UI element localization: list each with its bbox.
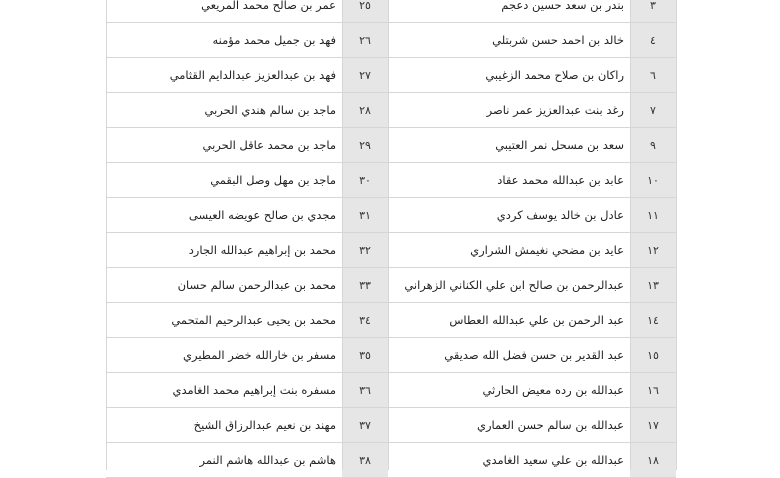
right-number-cell: ٣ (630, 0, 676, 23)
column-divider (106, 0, 107, 470)
left-name-cell: عمر بن صالح محمد المريعي (106, 0, 342, 23)
column-divider (388, 0, 389, 470)
right-name-cell: راكان بن صلاح محمد الزغيبي (388, 58, 630, 93)
left-number-cell: ٣٨ (342, 443, 388, 478)
left-number-cell: ٣٣ (342, 268, 388, 303)
left-name-cell: فهد بن عبدالعزيز عبدالدايم القثامي (106, 58, 342, 93)
right-number-cell: ١٢ (630, 233, 676, 268)
column-divider (676, 0, 677, 470)
left-number-cell: ٣٤ (342, 303, 388, 338)
left-number-cell: ٣٦ (342, 373, 388, 408)
right-number-cell: ٩ (630, 128, 676, 163)
right-number-cell: ١٣ (630, 268, 676, 303)
column-divider (630, 0, 631, 470)
left-name-cell: ماجد بن سالم هندي الحربي (106, 93, 342, 128)
left-number-cell: ٣٧ (342, 408, 388, 443)
column-divider (342, 0, 343, 470)
left-name-cell: محمد بن يحيى عبدالرحيم المتحمي (106, 303, 342, 338)
right-name-cell: عادل بن خالد يوسف كردي (388, 198, 630, 233)
left-number-cell: ٢٥ (342, 0, 388, 23)
right-number-cell: ١٠ (630, 163, 676, 198)
right-number-cell: ١١ (630, 198, 676, 233)
left-number-cell: ٣٢ (342, 233, 388, 268)
left-name-cell: ماجد بن مهل وصل البقمي (106, 163, 342, 198)
right-name-cell: سعد بن مسحل نمر العتيبي (388, 128, 630, 163)
right-name-cell: عبد الرحمن بن علي عبدالله العطاس (388, 303, 630, 338)
left-name-cell: مسفره بنت إبراهيم محمد الغامدي (106, 373, 342, 408)
right-number-cell: ١٤ (630, 303, 676, 338)
left-name-cell: فهد بن جميل محمد مؤمنه (106, 23, 342, 58)
left-number-cell: ٣٥ (342, 338, 388, 373)
right-number-cell: ٤ (630, 23, 676, 58)
right-number-cell: ٧ (630, 93, 676, 128)
left-number-cell: ٢٩ (342, 128, 388, 163)
right-name-cell: عايد بن مضحي نغيمش الشراري (388, 233, 630, 268)
left-name-cell: مجدي بن صالح عويضه العيسى (106, 198, 342, 233)
left-name-cell: محمد بن عبدالرحمن سالم حسان (106, 268, 342, 303)
right-name-cell: عبدالرحمن بن صالح ابن علي الكناني الزهراني (388, 268, 630, 303)
right-name-cell: خالد بن احمد حسن شربتلي (388, 23, 630, 58)
left-number-cell: ٢٦ (342, 23, 388, 58)
left-name-cell: هاشم بن عبدالله هاشم النمر (106, 443, 342, 478)
right-number-cell: ٦ (630, 58, 676, 93)
left-name-cell: محمد بن إبراهيم عبدالله الجارد (106, 233, 342, 268)
right-number-cell: ١٦ (630, 373, 676, 408)
right-number-cell: ١٨ (630, 443, 676, 478)
right-name-cell: عبدالله بن رده معيض الحارثي (388, 373, 630, 408)
right-name-cell: عبد القدير بن حسن فضل الله صديقي (388, 338, 630, 373)
left-number-cell: ٣٠ (342, 163, 388, 198)
right-name-cell: بندر بن سعد حسين دعجم (388, 0, 630, 23)
left-number-cell: ٣١ (342, 198, 388, 233)
right-name-cell: عابد بن عبدالله محمد عقاد (388, 163, 630, 198)
left-name-cell: ماجد بن محمد عاقل الحربي (106, 128, 342, 163)
left-number-cell: ٢٧ (342, 58, 388, 93)
left-name-cell: مهند بن نعيم عبدالرزاق الشيخ (106, 408, 342, 443)
right-name-cell: رغد بنت عبدالعزيز عمر ناصر (388, 93, 630, 128)
right-number-cell: ١٧ (630, 408, 676, 443)
right-name-cell: عبدالله بن علي سعيد الغامدي (388, 443, 630, 478)
left-name-cell: مسفر بن خارالله خضر المطيري (106, 338, 342, 373)
right-number-cell: ١٥ (630, 338, 676, 373)
left-number-cell: ٢٨ (342, 93, 388, 128)
right-name-cell: عبدالله بن سالم حسن العماري (388, 408, 630, 443)
